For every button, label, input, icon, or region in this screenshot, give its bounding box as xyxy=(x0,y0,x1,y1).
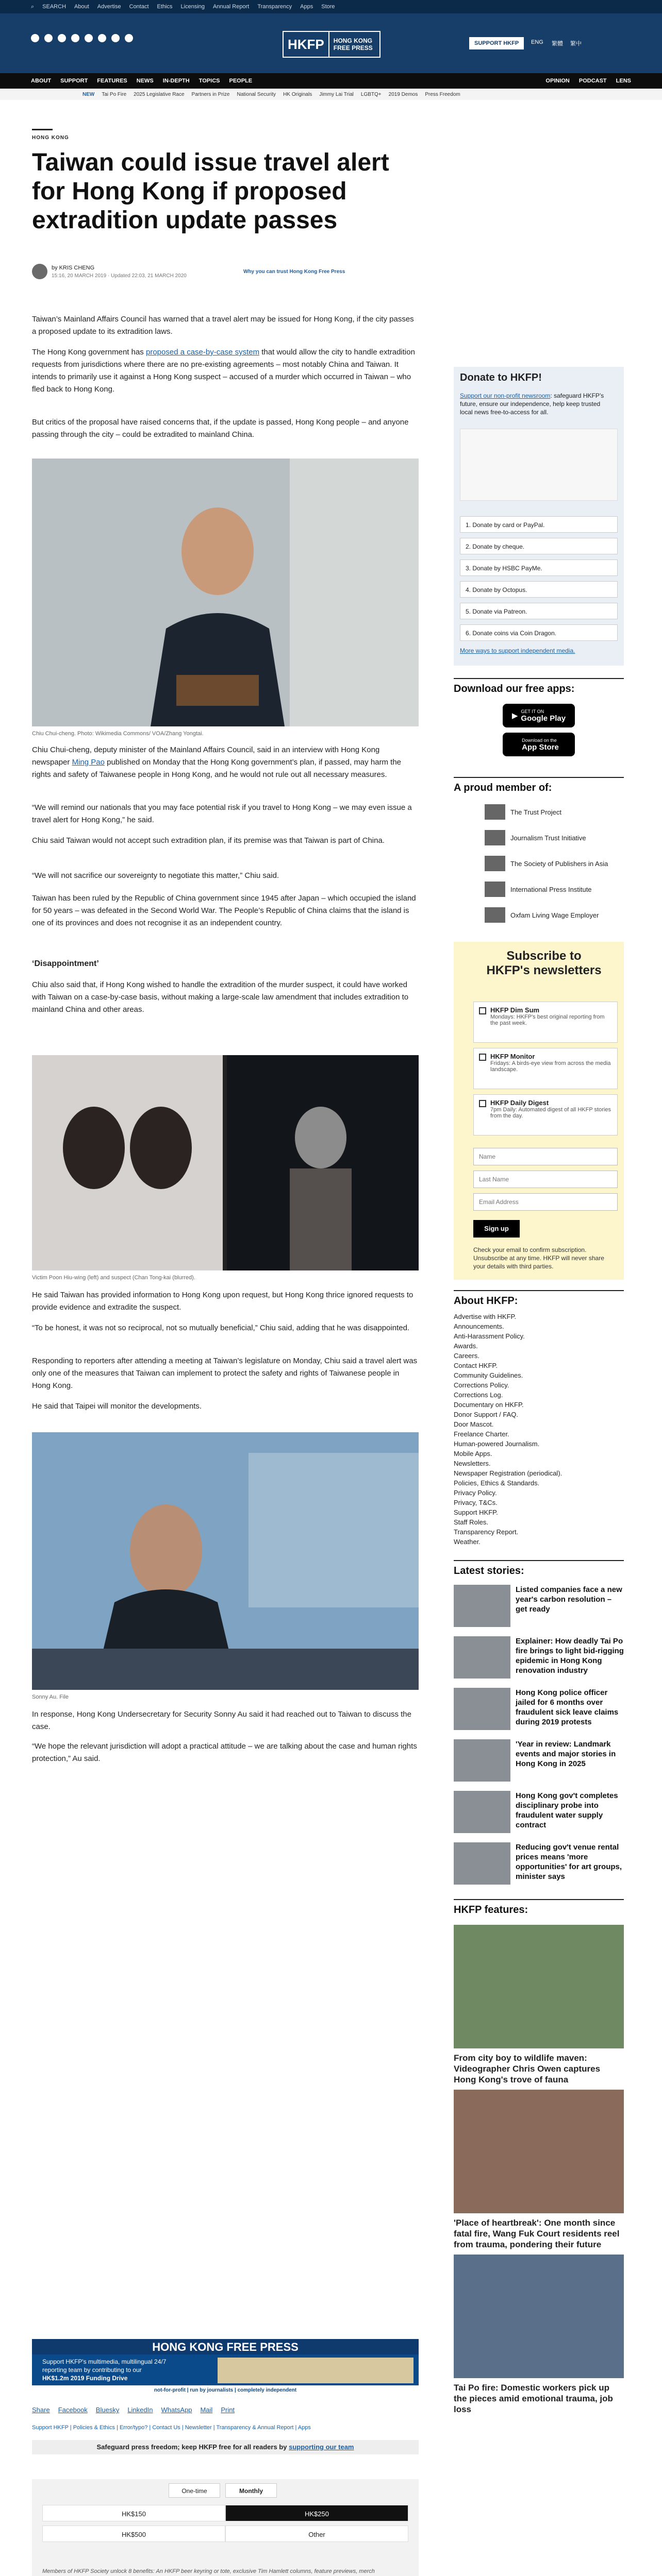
trending-tag[interactable]: 2025 Legislative Race xyxy=(134,91,185,97)
paragraph: “To be honest, it was not so reciprocal, not so mutually beneficial,” Chiu said, adding that he was disappointed. xyxy=(32,1324,410,1332)
feature-image xyxy=(454,2255,624,2378)
share-linkedin[interactable]: LinkedIn xyxy=(127,2406,153,2414)
member-sopa[interactable]: The Society of Publishers in Asia xyxy=(485,853,655,874)
team-photo xyxy=(218,2358,413,2383)
top-utility-bar xyxy=(0,0,662,13)
share-links xyxy=(32,2406,235,2414)
trending-tag[interactable]: 2019 Demos xyxy=(388,91,418,97)
subheading: ‘Disappointment’ xyxy=(32,959,99,968)
checkbox[interactable] xyxy=(479,1100,486,1107)
trending-tag[interactable]: Press Freedom xyxy=(425,91,460,97)
newsletter-option-dim-sum[interactable]: HKFP Dim Sum Mondays: HKFP's best original reporting from the past week. xyxy=(473,1002,618,1043)
top-link-licensing[interactable]: Licensing xyxy=(180,4,205,10)
ipi-logo xyxy=(485,882,505,897)
about-link[interactable]: Newsletters. xyxy=(454,1460,491,1467)
oxfam-logo xyxy=(485,907,505,923)
about-link[interactable]: Corrections Log. xyxy=(454,1391,503,1399)
story-thumbnail xyxy=(454,1688,510,1730)
photo-illustration xyxy=(32,459,419,726)
last-name-input[interactable]: Last Name xyxy=(473,1171,618,1188)
donation-form xyxy=(32,2479,419,2576)
nav-features[interactable]: FEATURES xyxy=(97,78,127,84)
about-link[interactable]: Policies, Ethics & Standards. xyxy=(454,1479,540,1487)
latest-story[interactable]: Hong Kong gov't completes disciplinary probe into fraudulent water supply contract xyxy=(454,1791,624,1838)
support-team-link[interactable]: supporting our team xyxy=(289,2443,354,2451)
lang-trad[interactable]: 繁體 xyxy=(552,41,563,47)
about-link[interactable]: Door Mascot. xyxy=(454,1420,494,1428)
paragraph: “We will remind our nationals that you may face potential risk if you travel to Hong Kong – we may even issue a travel alert for Hong Kong,” he said. xyxy=(32,803,412,824)
support-hkfp-button[interactable]: SUPPORT HKFP xyxy=(469,37,524,49)
donate-title: Donate to HKFP! xyxy=(460,372,542,383)
search-link[interactable]: SEARCH xyxy=(42,4,67,10)
facebook-icon[interactable] xyxy=(31,34,39,42)
paragraph: He said Taiwan has provided information to Hong Kong upon request, but Hong Kong thrice ignored requests to provide evidence and extradite the suspect. xyxy=(32,1291,413,1312)
frequency-one-time[interactable]: One-time xyxy=(169,2483,220,2498)
more-ways-link[interactable]: More ways to support independent media. xyxy=(460,647,575,654)
about-link[interactable]: Freelance Charter. xyxy=(454,1430,509,1438)
logo-wordmark: HONG KONG FREE PRESS xyxy=(333,37,373,52)
paragraph: Taiwan’s Mainland Affairs Council has warned that a travel alert may be issued for Hong Kong, if the city passes a proposed update to its extradition laws. xyxy=(32,315,414,336)
about-link[interactable]: Weather. xyxy=(454,1538,481,1546)
trust-project-logo xyxy=(485,804,505,820)
story-thumbnail xyxy=(454,1791,510,1833)
donate-link[interactable]: Support our non-profit newsroom xyxy=(460,392,551,399)
share-whatsapp[interactable]: WhatsApp xyxy=(161,2406,192,2414)
banner-text: Support HKFP's multimedia, multilingual 24/7 reporting team by contributing to our HK$1.2m 2019 Funding Drive xyxy=(42,2358,167,2382)
trending-tag[interactable]: Jimmy Lai Trial xyxy=(319,91,354,97)
features-heading: HKFP features: xyxy=(454,1899,624,1916)
share-bluesky[interactable]: Bluesky xyxy=(95,2406,120,2414)
about-link[interactable]: Advertise with HKFP. xyxy=(454,1313,517,1320)
feature-image xyxy=(454,2090,624,2213)
about-link[interactable]: Human-powered Journalism. xyxy=(454,1440,540,1448)
member-ipi[interactable]: International Press Institute xyxy=(485,879,655,900)
photo-caption: Chiu Chui-cheng. Photo: Wikimedia Commons/ VOA/Zhang Yongtai. xyxy=(32,731,204,737)
frequency-monthly[interactable]: Monthly xyxy=(225,2483,277,2498)
amount-250[interactable]: HK$250 xyxy=(225,2505,408,2521)
latest-story[interactable]: Explainer: How deadly Tai Po fire brings to light bid-rigging epidemic in Hong Kong renovation industry xyxy=(454,1636,624,1684)
about-link[interactable]: Transparency Report. xyxy=(454,1528,519,1536)
author-avatar[interactable] xyxy=(32,264,47,279)
whatsapp-icon[interactable] xyxy=(125,34,133,42)
story-thumbnail xyxy=(454,1585,510,1627)
linkedin-icon[interactable] xyxy=(98,34,106,42)
top-link-apps[interactable]: Apps xyxy=(300,4,313,10)
top-link-advertise[interactable]: Advertise xyxy=(97,4,121,10)
trending-tag[interactable]: National Security xyxy=(237,91,276,97)
name-input[interactable]: Name xyxy=(473,1148,618,1165)
donate-option-coin[interactable]: 6. Donate coins via Coin Dragon. xyxy=(460,624,618,641)
paragraph: “We hope the relevant jurisdiction will adopt a practical attitude – we are talking about the case and human rights protection,” Au said. xyxy=(32,1742,417,1763)
member-jti[interactable]: Journalism Trust Initiative xyxy=(485,827,655,848)
story-thumbnail xyxy=(454,1739,510,1782)
article-title: Taiwan could issue travel alert for Hong Kong if proposed extradition update passes xyxy=(32,149,389,234)
paragraph: Taiwan has been ruled by the Republic of China government since 1945 after Japan – which occupied the island for 50 years – was defeated in the Second World War. The People’s Republic of China claims that the island is one of its provinces and does not recognise it as an independent country. xyxy=(32,894,416,927)
email-input[interactable]: Email Address xyxy=(473,1193,618,1211)
photo-caption: Sonny Au. File xyxy=(32,1694,69,1700)
nav-people[interactable]: PEOPLE xyxy=(229,78,253,84)
paragraph: Responding to reporters after attending a meeting at Taiwan’s legislature on Monday, Chiu said a travel alert was only one of the measures that Taiwan can implement to protect the safety and rights of Taiwanese people in Hong Kong. xyxy=(32,1357,418,1390)
about-links xyxy=(454,1312,624,1547)
latest-story[interactable]: Hong Kong police officer jailed for 6 months over fraudulent sick leave claims during 2019 protests xyxy=(454,1688,624,1735)
share-mail[interactable]: Mail xyxy=(200,2406,213,2414)
photo-illustration xyxy=(32,1055,419,1270)
instagram-icon[interactable] xyxy=(58,34,66,42)
donate-option-patreon[interactable]: 5. Donate via Patreon. xyxy=(460,603,618,619)
trending-tag[interactable]: Tai Po Fire xyxy=(102,91,127,97)
amount-500[interactable]: HK$500 xyxy=(42,2526,225,2542)
about-link[interactable]: Privacy, T&Cs. xyxy=(454,1499,498,1506)
photo-illustration xyxy=(32,1432,419,1690)
latest-story[interactable]: 'Year in review: Landmark events and major stories in Hong Kong in 2025 xyxy=(454,1739,624,1787)
feature-image xyxy=(454,1925,624,2048)
newsletter-title: Subscribe to HKFP's newsletters xyxy=(486,949,602,977)
about-link[interactable]: Staff Roles. xyxy=(454,1518,488,1526)
member-benefits-text: Members of HKFP Society unlock 8 benefits: An HKFP beer keyring or tote, exclusive Tim Hamlett columns, feature previews, merch xyxy=(42,2568,375,2574)
about-link[interactable]: Donor Support / FAQ. xyxy=(454,1411,519,1418)
photo-sonny-au[interactable] xyxy=(32,1432,419,1690)
top-link-ethics[interactable]: Ethics xyxy=(157,4,173,10)
donate-option-payme[interactable]: 3. Donate by HSBC PayMe. xyxy=(460,560,618,576)
share-facebook[interactable]: Facebook xyxy=(58,2406,88,2414)
telegram-icon[interactable] xyxy=(111,34,120,42)
about-link[interactable]: Community Guidelines. xyxy=(454,1371,523,1379)
about-link[interactable]: Support HKFP. xyxy=(454,1509,498,1516)
donate-option-card[interactable]: 1. Donate by card or PayPal. xyxy=(460,516,618,533)
latest-story[interactable]: Listed companies face a new year's carbon resolution – get ready xyxy=(454,1585,624,1632)
photo-caption: Victim Poon Hiu-wing (left) and suspect (Chan Tong-kai (blurred). xyxy=(32,1275,195,1281)
nav-opinion[interactable]: OPINION xyxy=(545,78,570,84)
paragraph: Chiu said Taiwan would not accept such extradition plan, if its premise was that Taiwan is part of China. xyxy=(32,836,385,845)
donate-embed xyxy=(460,429,618,501)
trust-link[interactable]: Why you can trust Hong Kong Free Press xyxy=(243,269,345,275)
newsletter-option-monitor[interactable]: HKFP Monitor Fridays: A birds-eye view from across the media landscape. xyxy=(473,1048,618,1089)
trending-tag[interactable]: LGBTQ+ xyxy=(360,91,382,97)
member-trust-project[interactable]: The Trust Project xyxy=(485,802,655,822)
newsletter-footnote: Check your email to confirm subscription. Unsubscribe at any time. HKFP will never share your details with third parties. xyxy=(473,1246,604,1270)
about-link[interactable]: Careers. xyxy=(454,1352,479,1360)
search-icon[interactable]: ⌕ xyxy=(31,3,35,10)
donate-option-octopus[interactable]: 4. Donate by Octopus. xyxy=(460,581,618,598)
sidebar-google-play[interactable]: ▶ GET IT ON Google Play xyxy=(503,704,575,727)
lang-simp[interactable]: 繁中 xyxy=(570,41,582,47)
byline xyxy=(32,264,424,281)
signup-button[interactable]: Sign up xyxy=(473,1220,520,1238)
top-link-annual-report[interactable]: Annual Report xyxy=(213,4,250,10)
publish-date: 15:16, 20 MARCH 2019 · Updated 22:03, 21 MARCH 2020 xyxy=(52,273,187,279)
newsletter-option-daily-digest[interactable]: HKFP Daily Digest 7pm Daily: Automated digest of all HKFP stories from the day. xyxy=(473,1094,618,1136)
about-link[interactable]: Corrections Policy. xyxy=(454,1381,509,1389)
banner-title: HONG KONG FREE PRESS xyxy=(32,2339,419,2354)
donate-option-cheque[interactable]: 2. Donate by cheque. xyxy=(460,538,618,554)
safeguard-bar: Safeguard press freedom; keep HKFP free for all readers by supporting our team xyxy=(32,2440,419,2454)
share-print[interactable]: Print xyxy=(221,2406,235,2414)
donate-desc: Support our non-profit newsroom: safeguard HKFP’s future, ensure our independence, help keep trusted local news free-to-access for all. xyxy=(460,392,604,416)
funding-drive-banner[interactable] xyxy=(32,2339,419,2396)
top-link-store[interactable]: Store xyxy=(321,4,335,10)
nav-podcast[interactable]: PODCAST xyxy=(578,78,607,84)
top-link-about[interactable]: About xyxy=(74,4,89,10)
article-section[interactable]: HONG KONG xyxy=(32,135,69,141)
play-icon: ▶ xyxy=(511,711,518,720)
site-logo[interactable] xyxy=(283,31,380,58)
article-footer-links[interactable]: Support HKFP | Policies & Ethics | Error/typo? | Contact Us | Newsletter | Transparency & Annual Report | Apps xyxy=(32,2425,311,2431)
nav-about[interactable]: ABOUT xyxy=(31,78,52,84)
apps-heading: Download our free apps: xyxy=(454,678,624,695)
member-heading: A proud member of: xyxy=(454,777,624,794)
youtube-icon[interactable] xyxy=(85,34,93,42)
main-nav xyxy=(0,73,662,89)
lang-eng[interactable]: ENG xyxy=(531,39,543,45)
new-badge: NEW xyxy=(82,91,95,97)
about-link[interactable]: Newspaper Registration (periodical). xyxy=(454,1469,562,1477)
trending-tag[interactable]: HK Originals xyxy=(283,91,312,97)
author-name[interactable]: by KRIS CHENG xyxy=(52,265,95,271)
sidebar-app-store[interactable]: Download on the App Store xyxy=(503,733,575,756)
share-label: Share xyxy=(32,2406,50,2414)
story-thumbnail xyxy=(454,1842,510,1885)
latest-heading: Latest stories: xyxy=(454,1560,624,1577)
checkbox[interactable] xyxy=(479,1007,486,1014)
x-icon[interactable] xyxy=(44,34,53,42)
nav-support[interactable]: SUPPORT xyxy=(60,78,88,84)
newsletter-box xyxy=(454,942,624,1280)
feature-story[interactable]: Tai Po fire: Domestic workers pick up the pieces amid emotional trauma, job loss xyxy=(454,2255,624,2415)
about-link[interactable]: Mobile Apps. xyxy=(454,1450,492,1458)
sopa-logo xyxy=(485,856,505,871)
paragraph: Chiu Chui-cheng, deputy minister of the Mainland Affairs Council, said in an interview with Hong Kong newspaper Ming Pao published on Monday that the Hong Kong government’s plan, if passed, may harm the rights and safety of Taiwanese people in Hong Kong, and he would not rule out all necessary measures. xyxy=(32,745,402,779)
banner-tagline: not-for-profit | run by journalists | completely independent xyxy=(32,2385,419,2396)
logo-mark: HKFP xyxy=(284,32,329,57)
amount-150[interactable]: HK$150 xyxy=(42,2505,225,2521)
threads-icon[interactable] xyxy=(71,34,79,42)
about-link[interactable]: Awards. xyxy=(454,1342,478,1350)
nav-in-depth[interactable]: IN-DEPTH xyxy=(162,78,190,84)
trending-tag[interactable]: Partners in Prize xyxy=(191,91,230,97)
feature-story[interactable]: 'Place of heartbreak': One month since fatal fire, Wang Fuk Court residents reel from trauma, pondering their future xyxy=(454,2090,624,2250)
site-header xyxy=(0,13,662,73)
latest-story[interactable]: Reducing gov't venue rental prices means 'more opportunities' for art groups, minister says xyxy=(454,1842,624,1890)
paragraph: He said that Taipei will monitor the developments. xyxy=(32,1402,202,1411)
about-heading: About HKFP: xyxy=(454,1290,624,1307)
top-link-transparency[interactable]: Transparency xyxy=(257,4,292,10)
amount-other[interactable]: Other xyxy=(225,2526,408,2542)
paragraph: The Hong Kong government has proposed a case-by-case system that would allow the city to handle extradition requests from jurisdictions where there are no pre-existing agreements – most notably China and Taiwan. It intends to primarily use it against a Hong Kong suspect – accused of a murder which occurred in Taiwan – who fled back to Hong Kong. xyxy=(32,348,415,394)
donate-box xyxy=(454,367,624,666)
feature-story[interactable]: From city boy to wildlife maven: Videographer Chris Owen captures Hong Kong's trove of fauna xyxy=(454,1925,624,2085)
paragraph: “We will not sacrifice our sovereignty to negotiate this matter,” Chiu said. xyxy=(32,871,279,880)
about-link[interactable]: Privacy Policy. xyxy=(454,1489,497,1497)
about-link[interactable]: Anti-Harassment Policy. xyxy=(454,1332,525,1340)
paragraph: Chiu also said that, if Hong Kong wished to handle the extradition of the murder suspect, it could have worked with Taiwan on a case-by-case basis, without making a large-scale law amendment that includes extradition to mainland China and other areas. xyxy=(32,980,409,1014)
jti-logo xyxy=(485,830,505,845)
about-link[interactable]: Contact HKFP. xyxy=(454,1362,498,1369)
nav-topics[interactable]: TOPICS xyxy=(198,78,220,84)
social-icons xyxy=(31,34,133,42)
inline-link[interactable]: Ming Pao xyxy=(72,758,105,767)
paragraph: In response, Hong Kong Undersecretary for Security Sonny Au said it had reached out to Taiwan to discuss the case. xyxy=(32,1710,411,1731)
inline-link[interactable]: proposed a case-by-case system xyxy=(145,348,260,357)
nav-news[interactable]: NEWS xyxy=(136,78,154,84)
about-link[interactable]: Documentary on HKFP. xyxy=(454,1401,524,1409)
member-oxfam[interactable]: Oxfam Living Wage Employer xyxy=(485,905,655,925)
nav-lens[interactable]: LENS xyxy=(616,78,631,84)
about-link[interactable]: Announcements. xyxy=(454,1323,504,1330)
photo-chiu-chui-cheng[interactable] xyxy=(32,459,419,726)
checkbox[interactable] xyxy=(479,1054,486,1061)
paragraph: But critics of the proposal have raised concerns that, if the update is passed, Hong Kong people – and anyone passing through the city – could be extradited to mainland China. xyxy=(32,418,409,439)
trending-tags-bar xyxy=(0,89,662,100)
story-thumbnail xyxy=(454,1636,510,1679)
photo-victim-suspect[interactable] xyxy=(32,1055,419,1270)
top-link-contact[interactable]: Contact xyxy=(129,4,149,10)
